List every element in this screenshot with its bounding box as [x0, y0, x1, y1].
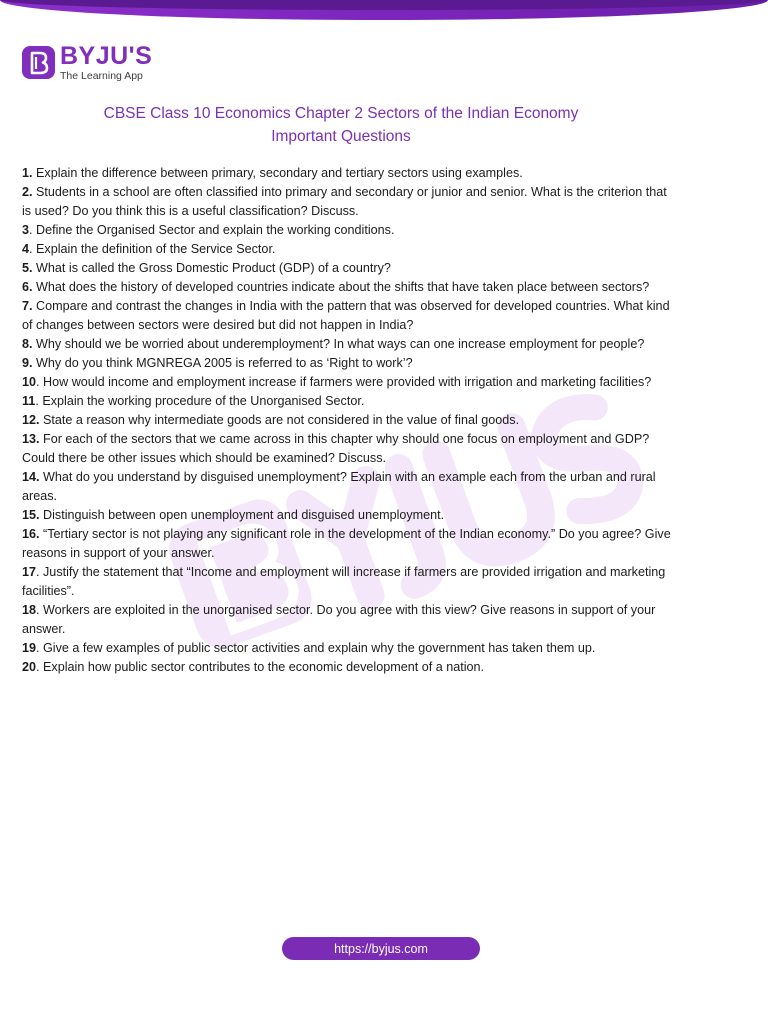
question-text: . Define the Organised Sector and explain the working conditions. [29, 223, 395, 237]
question-item [22, 392, 672, 411]
question-text: Distinguish between open unemployment and disguised unemployment. [39, 508, 445, 522]
byjus-logo-icon [22, 46, 55, 79]
question-number: 13. [22, 432, 40, 446]
question-number: 9. [22, 356, 33, 370]
footer-url-text: https://byjus.com [334, 941, 428, 956]
question-text: What is called the Gross Domestic Product (GDP) of a country? [32, 261, 391, 275]
question-text: Why should we be worried about underemployment? In what ways can one increase employment for people? [32, 337, 645, 351]
question-number: 8. [22, 337, 33, 351]
question-item [22, 373, 672, 392]
question-item [22, 354, 672, 373]
question-number: 5. [22, 261, 33, 275]
question-text: Explain the difference between primary, secondary and tertiary sectors using examples. [32, 166, 523, 180]
question-item [22, 430, 672, 468]
question-number: 16. [22, 527, 40, 541]
question-text: . Explain how public sector contributes to the economic development of a nation. [36, 660, 485, 674]
question-item [22, 506, 672, 525]
question-number: 12. [22, 413, 40, 427]
question-text: What does the history of developed countries indicate about the shifts that have taken place between sectors? [32, 280, 650, 294]
question-number: 10 [22, 375, 37, 389]
question-item [22, 639, 672, 658]
question-text: For each of the sectors that we came across in this chapter why should one focus on employment and GDP? Could there be other issues which should be examined? Discuss. [22, 432, 650, 465]
question-number: 15. [22, 508, 40, 522]
question-item [22, 411, 672, 430]
question-number: 7. [22, 299, 33, 313]
question-item [22, 259, 672, 278]
question-item [22, 278, 672, 297]
question-text: What do you understand by disguised unemployment? Explain with an example each from the urban and rural areas. [22, 470, 656, 503]
question-text: . Explain the definition of the Service Sector. [29, 242, 276, 256]
question-text: . Justify the statement that “Income and employment will increase if farmers are provided irrigation and marketing facilities”. [22, 565, 666, 598]
question-text: . How would income and employment increase if farmers were provided with irrigation and marketing facilities? [36, 375, 652, 389]
question-text: Why do you think MGNREGA 2005 is referred to as ‘Right to work’? [32, 356, 413, 370]
question-text: . Workers are exploited in the unorganised sector. Do you agree with this view? Give reasons in support of your answer. [22, 603, 656, 636]
question-item [22, 525, 672, 563]
footer-url-link[interactable] [282, 937, 480, 960]
question-text: . Give a few examples of public sector activities and explain why the government has taken them up. [36, 641, 596, 655]
question-number: 14. [22, 470, 40, 484]
document-title [0, 102, 682, 148]
question-text: . Explain the working procedure of the Unorganised Sector. [35, 394, 365, 408]
brand-name: BYJU'S [60, 42, 153, 70]
question-number: 11 [22, 394, 36, 408]
question-number: 2. [22, 185, 33, 199]
question-item [22, 183, 672, 221]
question-number: 3 [22, 223, 30, 237]
question-text: “Tertiary sector is not playing any significant role in the development of the Indian economy.” Do you agree? Give reasons in support of your answer. [22, 527, 671, 560]
question-number: 18 [22, 603, 37, 617]
question-number: 4 [22, 242, 30, 256]
question-number: 1. [22, 166, 33, 180]
question-number: 19 [22, 641, 37, 655]
question-number: 20 [22, 660, 37, 674]
question-item [22, 335, 672, 354]
question-item [22, 468, 672, 506]
question-item [22, 601, 672, 639]
question-item [22, 240, 672, 259]
question-item [22, 164, 672, 183]
title-line-2: Important Questions [271, 128, 411, 145]
question-number: 6. [22, 280, 33, 294]
question-text: State a reason why intermediate goods are not considered in the value of final goods. [39, 413, 520, 427]
title-line-1: CBSE Class 10 Economics Chapter 2 Sectors of the Indian Economy [103, 105, 579, 122]
question-item [22, 658, 672, 677]
byjus-logo [22, 44, 152, 82]
question-item [22, 563, 672, 601]
question-item [22, 221, 672, 240]
brand-tagline: The Learning App [60, 70, 143, 82]
question-number: 17 [22, 565, 37, 579]
question-text: Compare and contrast the changes in India with the pattern that was observed for developed countries. What kind of changes between sectors were desired but did not happen in India? [22, 299, 670, 332]
question-text: Students in a school are often classified into primary and secondary or junior and senior. What is the criterion that is used? Do you think this is a useful classification? Discuss. [22, 185, 667, 218]
question-item [22, 297, 672, 335]
question-list [22, 164, 672, 677]
